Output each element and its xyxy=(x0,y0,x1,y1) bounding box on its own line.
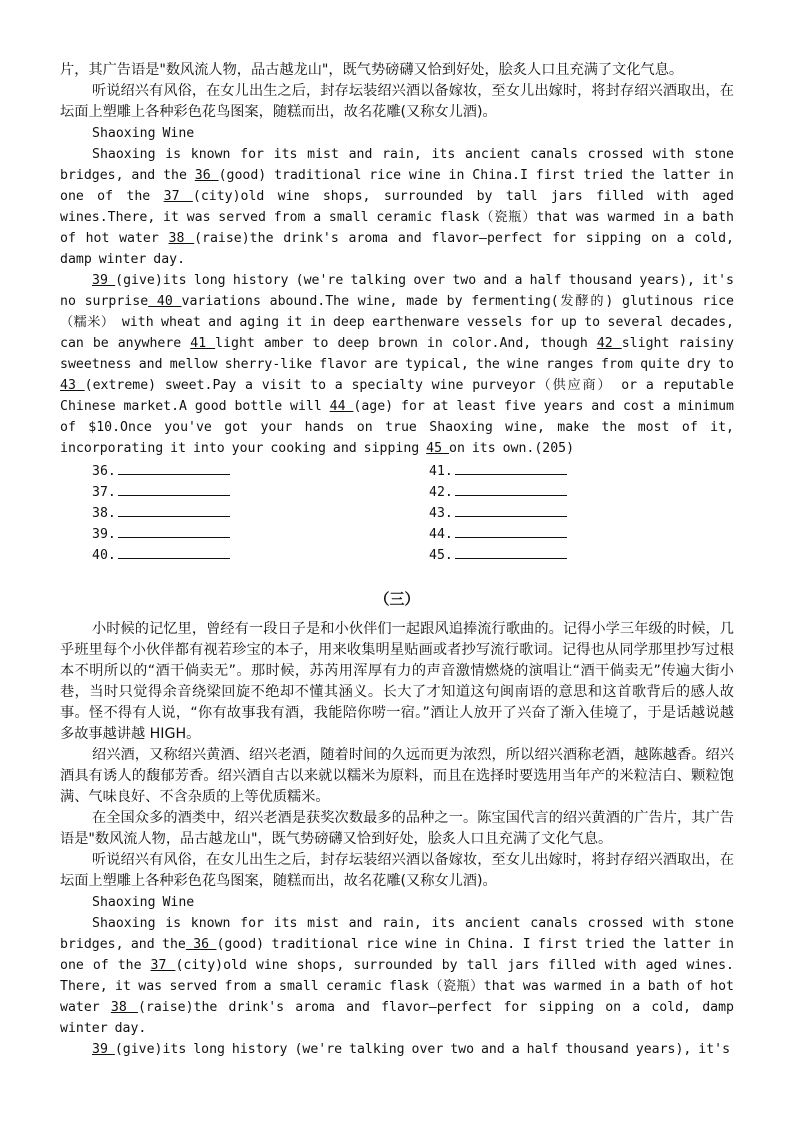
answer-blank[interactable] xyxy=(455,461,567,475)
intro-paragraph: 绍兴酒，又称绍兴黄酒、绍兴老酒，随着时间的久远而更为浓烈，所以绍兴酒称老酒，越陈越香。绍兴酒具有诱人的馥郁芳香。绍兴酒自古以来就以糯米为原料，而且在选择时要选用当年产的米粒洁白、颗粒饱满、气味良好、不含杂质的上等优质糯米。 xyxy=(60,747,734,805)
award-paragraph: 在全国众多的酒类中，绍兴老酒是获奖次数最多的品种之一。陈宝国代言的绍兴黄酒的广告片，其广告语是"数风流人物，品古越龙山"，既气势磅礴又恰到好处，脍炙人口且充满了文化气息。 xyxy=(60,810,734,847)
blank-43: 43 xyxy=(60,378,85,393)
ad-slogan-paragraph: 片，其广告语是"数风流人物，品古越龙山"，既气势磅礴又恰到好处，脍炙人口且充满了文化气息。 xyxy=(60,62,684,78)
passage-title-2: Shaoxing Wine xyxy=(92,895,195,910)
memory-paragraph: 小时候的记忆里，曾经有一段日子是和小伙伴们一起跟风追捧流行歌曲的。记得小学三年级的时候，几乎班里每个小伙伴都有视若珍宝的本子，用来收集明星贴画或者抄写流行歌词。记得也从同学那里抄写过根本不明所以的“酒干倘卖无”。那时候，苏芮用浑厚有力的声音激情燃烧的演唱让“酒干倘卖无”传遍大街小巷，当时只觉得余音绕梁回旋不绝却不懂其涵义。长大了才知道这句闽南语的意思和这首歌背后的感人故事。怪不得有人说，“你有故事我有酒，我能陪你唠一宿。”酒让人放开了兴奋了渐入佳境了，于是话越说越多故事越讲越 HIGH。 xyxy=(60,621,734,742)
custom-paragraph: 听说绍兴有风俗，在女儿出生之后，封存坛装绍兴酒以备嫁妆，至女儿出嫁时，将封存绍兴酒取出，在坛面上塑雕上各种彩色花鸟图案，随糕而出，故名花雕(又称女儿酒)。 xyxy=(60,83,734,120)
answer-column-left xyxy=(60,461,397,566)
blank-44: 44 xyxy=(329,399,354,414)
answer-line-39: 39. xyxy=(60,524,397,545)
answer-line-37: 37. xyxy=(60,482,397,503)
blank-42: 42 xyxy=(596,336,622,351)
passage-title: Shaoxing Wine xyxy=(92,126,195,141)
answer-line-43: 43. xyxy=(397,503,734,524)
blank-36: 36 xyxy=(194,168,219,183)
section-heading: （三） xyxy=(374,590,420,608)
answer-line-38: 38. xyxy=(60,503,397,524)
passage-paragraph-1-repeat: Shaoxing is known for its mist and rain, its ancient canals crossed with stone bridges, and the 36 (good) traditional rice wine in China. I first tried the latter in one of the 37 (city)old wine shops, surrounded by tall jars filled with aged wines. There, it was served from a small ceramic flask（瓷瓶）that was warmed in a bath of hot water 38 (raise)the drink's aroma and flavor—perfect for sipping on a cold, damp winter day. xyxy=(60,916,734,1036)
custom-paragraph-2: 听说绍兴有风俗，在女儿出生之后，封存坛装绍兴酒以备嫁妆，至女儿出嫁时，将封存绍兴酒取出，在坛面上塑雕上各种彩色花鸟图案，随糕而出，故名花雕(又称女儿酒)。 xyxy=(60,852,734,889)
passage-paragraph-2-repeat: 39 (give)its long history (we're talking over two and a half thousand years), it's xyxy=(92,1042,731,1057)
answer-blank[interactable] xyxy=(455,503,567,517)
blank-38: 38 xyxy=(110,1000,138,1015)
answer-blank[interactable] xyxy=(455,482,567,496)
blank-39: 39 xyxy=(92,1042,115,1057)
blank-38: 38 xyxy=(168,231,195,246)
blank-45: 45 xyxy=(426,441,449,456)
answer-blank[interactable] xyxy=(118,524,230,538)
blank-39: 39 xyxy=(92,273,116,288)
answer-line-40: 40. xyxy=(60,545,397,566)
answer-blank[interactable] xyxy=(118,545,230,559)
answer-blank[interactable] xyxy=(455,524,567,538)
answer-line-36: 36. xyxy=(60,461,397,482)
answer-line-41: 41. xyxy=(397,461,734,482)
blank-41: 41 xyxy=(190,336,216,351)
answer-sheet xyxy=(60,461,734,566)
passage-paragraph-1: Shaoxing is known for its mist and rain, its ancient canals crossed with stone bridges, and the 36 (good) traditional rice wine in China.I first tried the latter in one of the 37 (city)old wine shops, surrounded by tall jars filled with aged wines.There, it was served from a small ceramic flask（瓷瓶）that was warmed in a bath of hot water 38 (raise)the drink's aroma and flavor—perfect for sipping on a cold, damp winter day. xyxy=(60,147,734,267)
answer-line-45: 45. xyxy=(397,545,734,566)
blank-36: 36 xyxy=(185,937,217,952)
answer-blank[interactable] xyxy=(118,503,230,517)
answer-blank[interactable] xyxy=(118,461,230,475)
answer-line-42: 42. xyxy=(397,482,734,503)
passage-paragraph-2: 39 (give)its long history (we're talking over two and a half thousand years), it's no surprise 40 variations abound.The wine, made by fermenting(发酵的) glutinous rice（糯米） with wheat and aging it in deep earthenware vessels for up to several decades, can be anywhere 41 light amber to deep brown in color.And, though 42 slight raisiny sweetness and mellow sherry-like flavor are typical, the wine ranges from quite dry to 43 (extreme) sweet.Pay a visit to a specialty wine purveyor（供应商） or a reputable Chinese market.A good bottle will 44 (age) for at least five years and cost a minimum of $10.Once you've got your hands on true Shaoxing wine, make the most of it, incorporating it into your cooking and sipping 45 on its own.(205) xyxy=(60,273,734,456)
blank-37: 37 xyxy=(150,958,176,973)
answer-blank[interactable] xyxy=(118,482,230,496)
answer-column-right xyxy=(397,461,734,566)
answer-line-44: 44. xyxy=(397,524,734,545)
answer-blank[interactable] xyxy=(455,545,567,559)
blank-40: 40 xyxy=(148,294,182,309)
blank-37: 37 xyxy=(163,189,193,204)
